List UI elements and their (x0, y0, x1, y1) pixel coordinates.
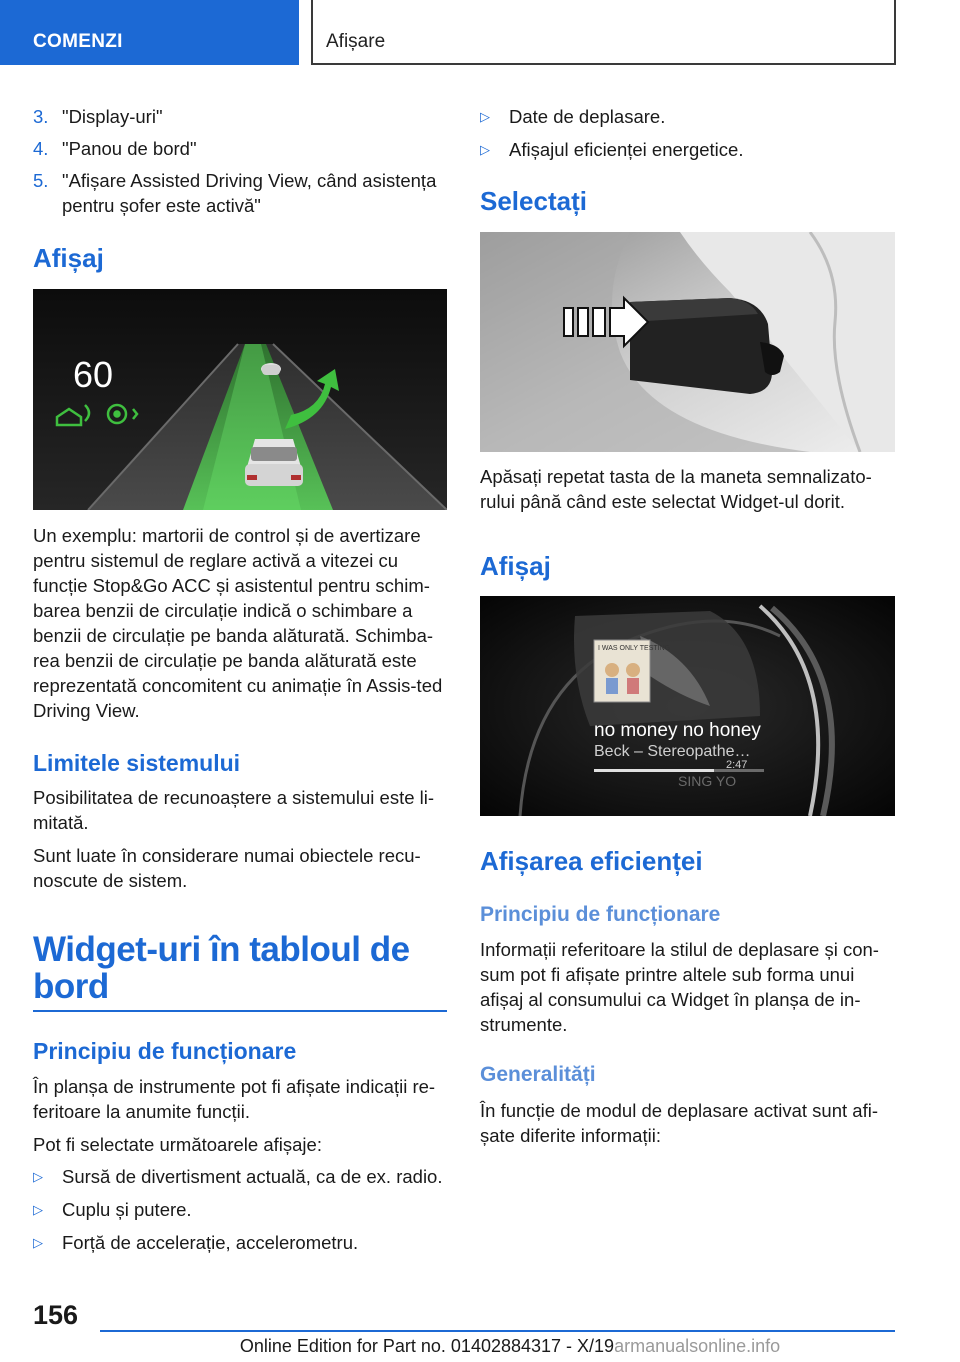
general-heading: Generalități (480, 1063, 596, 1086)
select-heading: Selectați (480, 186, 587, 216)
list-item: 4. "Panou de bord" (33, 138, 197, 159)
list-item: ▷ Forță de accelerație, accelerometru. (33, 1232, 359, 1253)
efficiency-principle-heading: Principiu de funcționare (480, 903, 721, 926)
entertainment-widget-illustration (480, 596, 895, 816)
turn-signal-stalk-image (480, 232, 895, 452)
widget-heading: Widget-uri în tabloul de bord (33, 930, 410, 1006)
section-title: COMENZI (33, 31, 123, 52)
triangle-bullet-icon: ▷ (33, 1235, 43, 1250)
list-item: ▷ Date de deplasare. (480, 106, 666, 127)
list-item: ▷ Sursă de divertisment actuală, ca de ex. radio. (33, 1166, 443, 1187)
chapter-title: Afișare (326, 31, 386, 52)
display-heading: Afișaj (33, 243, 104, 273)
list-item: ▷ Afișajul eficienței energetice. (480, 139, 744, 160)
progress-fill (594, 769, 714, 772)
principle-paragraph: În planșa de instrumente pot fi afișate indicații re-feritoare la anumite funcții. (33, 1076, 436, 1122)
track-time: 2:47 (726, 759, 748, 771)
limits-paragraph: Sunt luate în considerare numai obiectele recu-noscute de sistem. (33, 845, 421, 891)
edition-text: Online Edition for Part no. 01402884317 - X/19 (239, 1336, 615, 1356)
triangle-bullet-icon: ▷ (33, 1202, 43, 1217)
list-item: 3. "Display-uri" (33, 106, 163, 127)
triangle-bullet-icon: ▷ (480, 109, 490, 124)
efficiency-paragraph: Informații referitoare la stilul de deplasare și con-sum pot fi afișate printre altele sub forma unui afișaj al consumului ca Widget în planșa de in-strumente. (480, 939, 879, 1035)
section-tab (0, 0, 299, 65)
footer-rule (100, 1330, 895, 1332)
efficiency-heading: Afișarea eficienței (480, 846, 703, 876)
album-art-text: I WAS ONLY TESTING (598, 645, 671, 652)
track-artist: Beck – Stereopathe… (594, 743, 751, 760)
limits-heading: Limitele sistemului (33, 750, 241, 776)
general-paragraph: În funcție de modul de deplasare activat sunt afi-șate diferite informații: (480, 1100, 878, 1146)
assisted-driving-illustration (33, 289, 447, 510)
assisted-driving-image (33, 289, 447, 510)
triangle-bullet-icon: ▷ (33, 1169, 43, 1184)
heading-rule (33, 1010, 447, 1012)
turn-signal-stalk-illustration (480, 232, 895, 452)
triangle-bullet-icon: ▷ (480, 142, 490, 157)
list-item: ▷ Cuplu și putere. (33, 1199, 192, 1220)
watermark-text: armanualsonline.info (614, 1336, 781, 1356)
display-heading: Afișaj (480, 551, 551, 581)
limits-paragraph: Posibilitatea de recunoaștere a sistemului este li-mitată. (33, 787, 435, 833)
select-paragraph: Apăsați repetat tasta de la maneta semnalizato-rului până când este selectat Widget-ul dorit. (480, 466, 872, 512)
track-title: no money no honey (594, 720, 761, 741)
entertainment-widget-image (480, 596, 895, 816)
chapter-tab (311, 0, 896, 65)
footer-edition (0, 1336, 960, 1357)
page-number: 156 (33, 1300, 79, 1330)
principle-paragraph: Pot fi selectate următoarele afișaje: (33, 1134, 322, 1155)
principle-heading: Principiu de funcționare (33, 1038, 297, 1064)
image-caption: Un exemplu: martorii de control și de avertizare pentru sistemul de reglare activă a vitezei cu funcție Stop&Go ACC și asistentul pentru schim-barea benzii de circulație indică o schimbare a benzii de circulație pe banda alăturată. Schimba-rea benzii de circulație pe banda alăturată este reprezentată concomitent cu animație în Assis-ted Driving View. (33, 525, 443, 721)
list-item: 5. "Afișare Assisted Driving View, când asistența pentru șofer este activă" (33, 170, 437, 216)
background-text: SING YO (678, 773, 737, 789)
speed-readout: 60 (73, 354, 114, 395)
